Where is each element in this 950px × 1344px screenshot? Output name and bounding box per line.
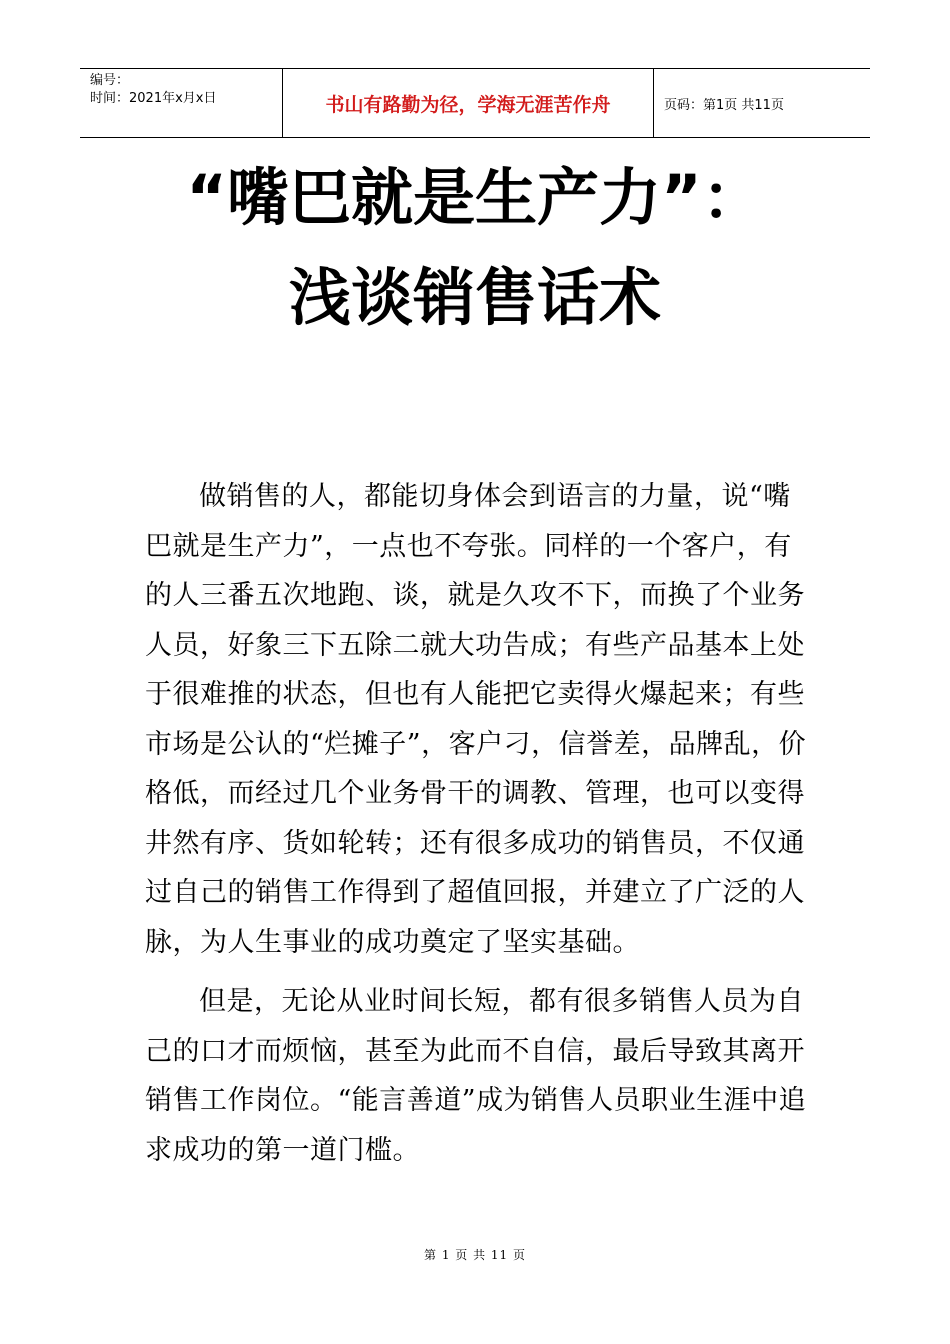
header-page-info: 页码：第1页 共11页: [664, 97, 784, 113]
page-footer: 第 1 页 共 11 页: [424, 1248, 526, 1262]
time-label: 时间：2021年x月x日: [90, 91, 217, 106]
paragraph-2: 但是，无论从业时间长短，都有很多销售人员为自己的口才而烦恼，甚至为此而不自信，最后导致其离开销售工作岗位。“能言善道”成为销售人员职业生涯中追求成功的第一道门槛。: [145, 986, 807, 1166]
header-meta: [80, 69, 282, 137]
paragraph-1: 做销售的人，都能切身体会到语言的力量，说“嘴巴就是生产力”，一点也不夸张。同样的一个客户，有的人三番五次地跑、谈，就是久攻不下，而换了个业务人员，好象三下五除二就大功告成；有些产品基本上处于很难推的状态，但也有人能把它卖得火爆起来；有些市场是公认的“烂摊子”，客户刁，信誉差，品牌乱，价格低，而经过几个业务骨干的调教、管理，也可以变得井然有序、货如轮转；还有很多成功的销售员，不仅通过自己的销售工作得到了超值回报，并建立了广泛的人脉，为人生事业的成功奠定了坚实基础。: [145, 481, 807, 958]
title-line-1: “嘴巴就是生产力”：: [186, 161, 764, 234]
number-label: 编号：: [90, 73, 130, 88]
document-header: [80, 68, 870, 138]
title-line-2: 浅谈销售话术: [288, 261, 661, 334]
header-motto: 书山有路勤为径，学海无涯苦作舟: [282, 69, 654, 137]
document-body: [145, 472, 810, 1175]
